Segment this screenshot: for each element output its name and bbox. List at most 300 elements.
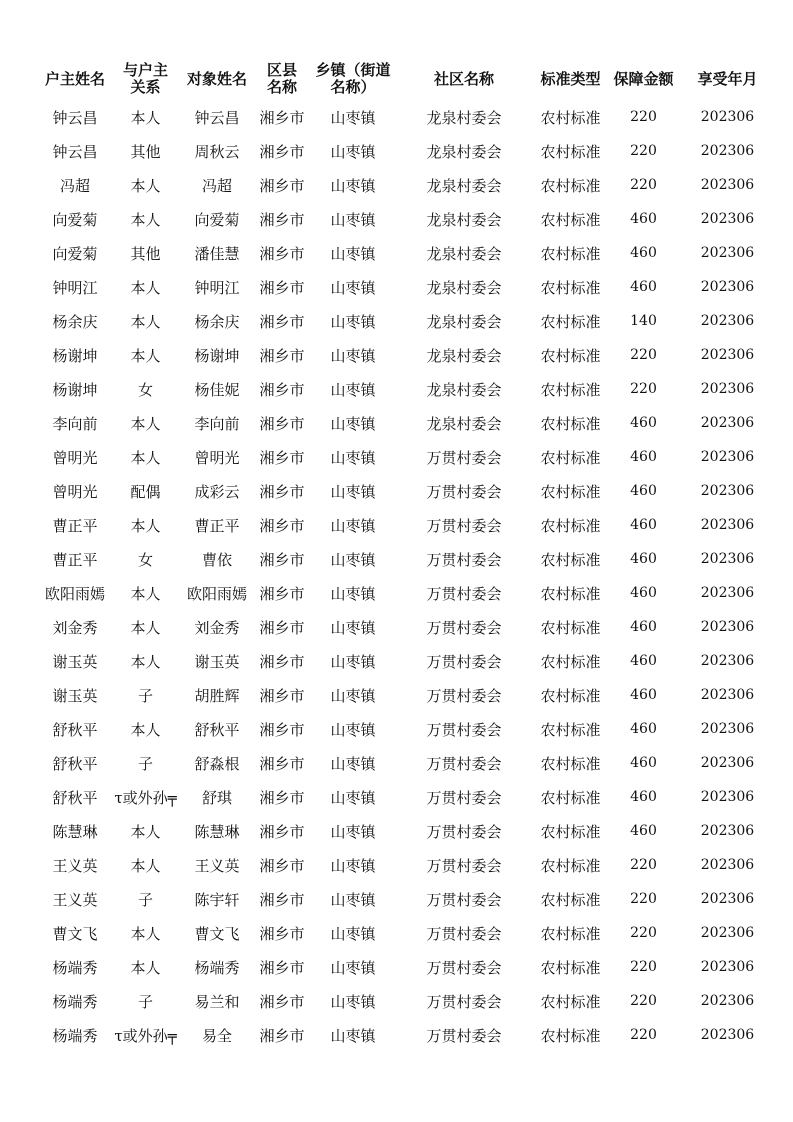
table-row bbox=[40, 236, 776, 270]
cell-county: 湘乡市 bbox=[259, 176, 305, 195]
cell-community: 万贯村委会 bbox=[426, 754, 502, 773]
cell-relation: 本人 bbox=[130, 312, 161, 331]
column-header-line1: 与户主 bbox=[122, 61, 168, 79]
cell-township: 山枣镇 bbox=[330, 312, 376, 331]
cell-target-name: 胡胜辉 bbox=[194, 686, 240, 705]
cell-county: 湘乡市 bbox=[259, 958, 305, 977]
cell-township: 山枣镇 bbox=[330, 822, 376, 841]
cell-relation: 本人 bbox=[130, 210, 161, 229]
cell-township: 山枣镇 bbox=[330, 244, 376, 263]
cell-amount: 460 bbox=[630, 551, 657, 567]
cell-head-name: 杨端秀 bbox=[52, 958, 98, 977]
cell-standard-type: 农村标准 bbox=[540, 788, 601, 807]
cell-county: 湘乡市 bbox=[259, 652, 305, 671]
cell-target-name: 潘佳慧 bbox=[194, 244, 240, 263]
cell-county: 湘乡市 bbox=[259, 618, 305, 637]
table-row bbox=[40, 134, 776, 168]
cell-relation: 本人 bbox=[130, 108, 161, 127]
table-row bbox=[40, 746, 776, 780]
cell-county: 湘乡市 bbox=[259, 992, 305, 1011]
cell-relation: 子 bbox=[137, 754, 153, 773]
cell-township: 山枣镇 bbox=[330, 142, 376, 161]
cell-relation: 本人 bbox=[130, 618, 161, 637]
cell-community: 万贯村委会 bbox=[426, 720, 502, 739]
cell-period: 202306 bbox=[700, 585, 755, 601]
cell-period: 202306 bbox=[700, 789, 755, 805]
table-row bbox=[40, 270, 776, 304]
cell-county: 湘乡市 bbox=[259, 278, 305, 297]
column-header-line1: 乡镇（街道 bbox=[315, 61, 391, 79]
cell-target-name: 陈宇轩 bbox=[194, 890, 240, 909]
cell-community: 龙泉村委会 bbox=[426, 244, 502, 263]
cell-amount: 220 bbox=[630, 993, 657, 1009]
column-header-line1: 保障金额 bbox=[613, 69, 674, 88]
cell-period: 202306 bbox=[700, 109, 755, 125]
cell-relation: 本人 bbox=[130, 278, 161, 297]
cell-head-name: 钟云昌 bbox=[52, 108, 98, 127]
cell-target-name: 谢玉英 bbox=[194, 652, 240, 671]
cell-township: 山枣镇 bbox=[330, 754, 376, 773]
cell-community: 万贯村委会 bbox=[426, 856, 502, 875]
cell-period: 202306 bbox=[700, 551, 755, 567]
cell-relation: 本人 bbox=[130, 958, 161, 977]
cell-standard-type: 农村标准 bbox=[540, 346, 601, 365]
cell-period: 202306 bbox=[700, 823, 755, 839]
cell-county: 湘乡市 bbox=[259, 788, 305, 807]
cell-head-name: 曾明光 bbox=[52, 482, 98, 501]
cell-standard-type: 农村标准 bbox=[540, 856, 601, 875]
cell-amount: 460 bbox=[630, 653, 657, 669]
cell-amount: 220 bbox=[630, 891, 657, 907]
column-header-line1: 区县 bbox=[266, 61, 297, 79]
cell-period: 202306 bbox=[700, 449, 755, 465]
column-header-standard-type bbox=[533, 58, 608, 100]
cell-community: 万贯村委会 bbox=[426, 890, 502, 909]
cell-relation: 子 bbox=[137, 992, 153, 1011]
cell-target-name: 王义英 bbox=[194, 856, 240, 875]
cell-township: 山枣镇 bbox=[330, 924, 376, 943]
cell-community: 万贯村委会 bbox=[426, 448, 502, 467]
cell-target-name: 陈慧琳 bbox=[194, 822, 240, 841]
cell-community: 万贯村委会 bbox=[426, 550, 502, 569]
cell-standard-type: 农村标准 bbox=[540, 448, 601, 467]
cell-period: 202306 bbox=[700, 755, 755, 771]
cell-county: 湘乡市 bbox=[259, 856, 305, 875]
cell-county: 湘乡市 bbox=[259, 482, 305, 501]
cell-township: 山枣镇 bbox=[330, 958, 376, 977]
cell-township: 山枣镇 bbox=[330, 176, 376, 195]
cell-county: 湘乡市 bbox=[259, 516, 305, 535]
cell-standard-type: 农村标准 bbox=[540, 720, 601, 739]
cell-amount: 460 bbox=[630, 449, 657, 465]
cell-amount: 460 bbox=[630, 245, 657, 261]
cell-relation: τ或外孙╤ bbox=[114, 1026, 177, 1045]
cell-community: 万贯村委会 bbox=[426, 516, 502, 535]
cell-amount: 460 bbox=[630, 721, 657, 737]
cell-township: 山枣镇 bbox=[330, 856, 376, 875]
cell-community: 龙泉村委会 bbox=[426, 414, 502, 433]
cell-standard-type: 农村标准 bbox=[540, 686, 601, 705]
cell-relation: 其他 bbox=[130, 244, 161, 263]
table-row bbox=[40, 712, 776, 746]
cell-head-name: 曹正平 bbox=[52, 550, 98, 569]
table-row bbox=[40, 848, 776, 882]
column-header-line2: 名称 bbox=[266, 78, 297, 96]
cell-amount: 460 bbox=[630, 755, 657, 771]
cell-township: 山枣镇 bbox=[330, 652, 376, 671]
cell-target-name: 成彩云 bbox=[194, 482, 240, 501]
cell-township: 山枣镇 bbox=[330, 584, 376, 603]
cell-county: 湘乡市 bbox=[259, 584, 305, 603]
cell-township: 山枣镇 bbox=[330, 788, 376, 807]
column-header-period bbox=[679, 58, 776, 100]
cell-period: 202306 bbox=[700, 857, 755, 873]
cell-target-name: 曹依 bbox=[201, 550, 232, 569]
cell-standard-type: 农村标准 bbox=[540, 618, 601, 637]
cell-period: 202306 bbox=[700, 619, 755, 635]
cell-amount: 460 bbox=[630, 619, 657, 635]
cell-township: 山枣镇 bbox=[330, 618, 376, 637]
table-row bbox=[40, 780, 776, 814]
table-row bbox=[40, 372, 776, 406]
cell-period: 202306 bbox=[700, 279, 755, 295]
cell-head-name: 王义英 bbox=[52, 856, 98, 875]
cell-standard-type: 农村标准 bbox=[540, 380, 601, 399]
column-header-line2: 关系 bbox=[130, 78, 161, 96]
cell-county: 湘乡市 bbox=[259, 890, 305, 909]
cell-target-name: 曹文飞 bbox=[194, 924, 240, 943]
table-row bbox=[40, 338, 776, 372]
cell-standard-type: 农村标准 bbox=[540, 754, 601, 773]
column-header-head-name bbox=[40, 58, 110, 100]
cell-standard-type: 农村标准 bbox=[540, 108, 601, 127]
cell-head-name: 向爱菊 bbox=[52, 244, 98, 263]
cell-county: 湘乡市 bbox=[259, 244, 305, 263]
cell-relation: 本人 bbox=[130, 720, 161, 739]
table-row bbox=[40, 882, 776, 916]
cell-standard-type: 农村标准 bbox=[540, 312, 601, 331]
cell-period: 202306 bbox=[700, 993, 755, 1009]
cell-township: 山枣镇 bbox=[330, 278, 376, 297]
cell-period: 202306 bbox=[700, 177, 755, 193]
cell-township: 山枣镇 bbox=[330, 720, 376, 739]
table-row bbox=[40, 1018, 776, 1052]
cell-amount: 460 bbox=[630, 415, 657, 431]
table-row bbox=[40, 440, 776, 474]
cell-amount: 460 bbox=[630, 687, 657, 703]
table-row bbox=[40, 984, 776, 1018]
cell-relation: 本人 bbox=[130, 924, 161, 943]
cell-standard-type: 农村标准 bbox=[540, 652, 601, 671]
cell-period: 202306 bbox=[700, 721, 755, 737]
cell-amount: 220 bbox=[630, 177, 657, 193]
cell-township: 山枣镇 bbox=[330, 380, 376, 399]
cell-head-name: 曹文飞 bbox=[52, 924, 98, 943]
cell-period: 202306 bbox=[700, 517, 755, 533]
cell-target-name: 向爱菊 bbox=[194, 210, 240, 229]
cell-period: 202306 bbox=[700, 959, 755, 975]
column-header-community bbox=[395, 58, 533, 100]
table-row bbox=[40, 814, 776, 848]
cell-amount: 220 bbox=[630, 959, 657, 975]
cell-head-name: 曹正平 bbox=[52, 516, 98, 535]
cell-period: 202306 bbox=[700, 1027, 755, 1043]
cell-target-name: 舒琪 bbox=[201, 788, 232, 807]
cell-standard-type: 农村标准 bbox=[540, 822, 601, 841]
cell-community: 龙泉村委会 bbox=[426, 312, 502, 331]
cell-amount: 460 bbox=[630, 823, 657, 839]
cell-head-name: 钟云昌 bbox=[52, 142, 98, 161]
cell-standard-type: 农村标准 bbox=[540, 584, 601, 603]
cell-standard-type: 农村标准 bbox=[540, 482, 601, 501]
cell-community: 万贯村委会 bbox=[426, 992, 502, 1011]
cell-amount: 140 bbox=[630, 313, 657, 329]
cell-relation: τ或外孙╤ bbox=[114, 788, 177, 807]
cell-amount: 220 bbox=[630, 925, 657, 941]
cell-community: 龙泉村委会 bbox=[426, 108, 502, 127]
cell-relation: 子 bbox=[137, 890, 153, 909]
cell-target-name: 舒秋平 bbox=[194, 720, 240, 739]
cell-relation: 本人 bbox=[130, 822, 161, 841]
column-header-amount bbox=[608, 58, 679, 100]
cell-township: 山枣镇 bbox=[330, 482, 376, 501]
cell-county: 湘乡市 bbox=[259, 108, 305, 127]
cell-target-name: 曹正平 bbox=[194, 516, 240, 535]
cell-target-name: 钟云昌 bbox=[194, 108, 240, 127]
cell-head-name: 舒秋平 bbox=[52, 720, 98, 739]
cell-standard-type: 农村标准 bbox=[540, 1026, 601, 1045]
cell-amount: 220 bbox=[630, 347, 657, 363]
cell-community: 龙泉村委会 bbox=[426, 380, 502, 399]
cell-period: 202306 bbox=[700, 313, 755, 329]
column-header-line1: 享受年月 bbox=[697, 69, 758, 88]
cell-head-name: 杨端秀 bbox=[52, 1026, 98, 1045]
cell-community: 万贯村委会 bbox=[426, 788, 502, 807]
cell-community: 龙泉村委会 bbox=[426, 176, 502, 195]
cell-county: 湘乡市 bbox=[259, 312, 305, 331]
cell-period: 202306 bbox=[700, 245, 755, 261]
cell-head-name: 杨谢坤 bbox=[52, 380, 98, 399]
cell-period: 202306 bbox=[700, 687, 755, 703]
cell-standard-type: 农村标准 bbox=[540, 992, 601, 1011]
column-header-line1: 对象姓名 bbox=[186, 69, 247, 88]
cell-amount: 460 bbox=[630, 279, 657, 295]
cell-standard-type: 农村标准 bbox=[540, 550, 601, 569]
cell-relation: 本人 bbox=[130, 448, 161, 467]
table-row bbox=[40, 202, 776, 236]
cell-township: 山枣镇 bbox=[330, 516, 376, 535]
cell-standard-type: 农村标准 bbox=[540, 516, 601, 535]
header-row bbox=[40, 58, 776, 100]
cell-period: 202306 bbox=[700, 653, 755, 669]
cell-period: 202306 bbox=[700, 415, 755, 431]
cell-period: 202306 bbox=[700, 483, 755, 499]
cell-standard-type: 农村标准 bbox=[540, 414, 601, 433]
cell-township: 山枣镇 bbox=[330, 414, 376, 433]
cell-amount: 460 bbox=[630, 789, 657, 805]
cell-community: 万贯村委会 bbox=[426, 584, 502, 603]
cell-period: 202306 bbox=[700, 347, 755, 363]
cell-community: 万贯村委会 bbox=[426, 822, 502, 841]
cell-township: 山枣镇 bbox=[330, 1026, 376, 1045]
cell-county: 湘乡市 bbox=[259, 142, 305, 161]
cell-amount: 220 bbox=[630, 1027, 657, 1043]
table-row bbox=[40, 678, 776, 712]
cell-county: 湘乡市 bbox=[259, 346, 305, 365]
cell-target-name: 刘金秀 bbox=[194, 618, 240, 637]
cell-head-name: 杨余庆 bbox=[52, 312, 98, 331]
table-row bbox=[40, 950, 776, 984]
column-header-township bbox=[311, 58, 395, 100]
beneficiary-table bbox=[40, 58, 776, 1052]
table-row bbox=[40, 474, 776, 508]
cell-head-name: 刘金秀 bbox=[52, 618, 98, 637]
cell-period: 202306 bbox=[700, 211, 755, 227]
table-row bbox=[40, 168, 776, 202]
cell-head-name: 谢玉英 bbox=[52, 686, 98, 705]
cell-community: 万贯村委会 bbox=[426, 958, 502, 977]
cell-amount: 460 bbox=[630, 211, 657, 227]
cell-head-name: 谢玉英 bbox=[52, 652, 98, 671]
cell-county: 湘乡市 bbox=[259, 686, 305, 705]
cell-relation: 本人 bbox=[130, 652, 161, 671]
cell-target-name: 钟明江 bbox=[194, 278, 240, 297]
cell-community: 万贯村委会 bbox=[426, 652, 502, 671]
cell-head-name: 欧阳雨嫣 bbox=[44, 584, 105, 603]
cell-community: 万贯村委会 bbox=[426, 618, 502, 637]
cell-relation: 其他 bbox=[130, 142, 161, 161]
cell-township: 山枣镇 bbox=[330, 686, 376, 705]
cell-target-name: 欧阳雨嫣 bbox=[186, 584, 247, 603]
cell-relation: 子 bbox=[137, 686, 153, 705]
cell-amount: 460 bbox=[630, 585, 657, 601]
cell-head-name: 李向前 bbox=[52, 414, 98, 433]
cell-relation: 本人 bbox=[130, 856, 161, 875]
cell-relation: 本人 bbox=[130, 414, 161, 433]
cell-relation: 本人 bbox=[130, 346, 161, 365]
cell-head-name: 杨谢坤 bbox=[52, 346, 98, 365]
column-header-line1: 社区名称 bbox=[433, 69, 494, 88]
cell-standard-type: 农村标准 bbox=[540, 176, 601, 195]
cell-county: 湘乡市 bbox=[259, 720, 305, 739]
cell-target-name: 杨端秀 bbox=[194, 958, 240, 977]
cell-amount: 460 bbox=[630, 483, 657, 499]
table-row bbox=[40, 916, 776, 950]
cell-head-name: 舒秋平 bbox=[52, 754, 98, 773]
cell-head-name: 冯超 bbox=[59, 176, 90, 195]
cell-standard-type: 农村标准 bbox=[540, 244, 601, 263]
cell-community: 龙泉村委会 bbox=[426, 278, 502, 297]
cell-community: 龙泉村委会 bbox=[426, 346, 502, 365]
cell-county: 湘乡市 bbox=[259, 210, 305, 229]
cell-target-name: 杨谢坤 bbox=[194, 346, 240, 365]
cell-relation: 女 bbox=[137, 380, 153, 399]
cell-amount: 220 bbox=[630, 143, 657, 159]
cell-standard-type: 农村标准 bbox=[540, 890, 601, 909]
cell-head-name: 钟明江 bbox=[52, 278, 98, 297]
table-row bbox=[40, 100, 776, 134]
table-row bbox=[40, 508, 776, 542]
cell-period: 202306 bbox=[700, 381, 755, 397]
cell-relation: 本人 bbox=[130, 176, 161, 195]
cell-period: 202306 bbox=[700, 925, 755, 941]
table-row bbox=[40, 304, 776, 338]
cell-community: 万贯村委会 bbox=[426, 482, 502, 501]
cell-township: 山枣镇 bbox=[330, 448, 376, 467]
cell-head-name: 陈慧琳 bbox=[52, 822, 98, 841]
cell-standard-type: 农村标准 bbox=[540, 210, 601, 229]
cell-head-name: 曾明光 bbox=[52, 448, 98, 467]
cell-township: 山枣镇 bbox=[330, 992, 376, 1011]
column-header-target-name bbox=[181, 58, 253, 100]
cell-relation: 本人 bbox=[130, 516, 161, 535]
cell-township: 山枣镇 bbox=[330, 210, 376, 229]
cell-township: 山枣镇 bbox=[330, 550, 376, 569]
cell-relation: 女 bbox=[137, 550, 153, 569]
cell-community: 万贯村委会 bbox=[426, 1026, 502, 1045]
cell-target-name: 舒淼根 bbox=[194, 754, 240, 773]
table-row bbox=[40, 406, 776, 440]
cell-standard-type: 农村标准 bbox=[540, 924, 601, 943]
cell-county: 湘乡市 bbox=[259, 924, 305, 943]
cell-community: 万贯村委会 bbox=[426, 686, 502, 705]
cell-county: 湘乡市 bbox=[259, 448, 305, 467]
table-body bbox=[40, 100, 776, 1052]
cell-target-name: 易兰和 bbox=[194, 992, 240, 1011]
cell-target-name: 周秋云 bbox=[194, 142, 240, 161]
cell-target-name: 曾明光 bbox=[194, 448, 240, 467]
column-header-county bbox=[253, 58, 311, 100]
cell-community: 龙泉村委会 bbox=[426, 210, 502, 229]
cell-relation: 本人 bbox=[130, 584, 161, 603]
cell-county: 湘乡市 bbox=[259, 414, 305, 433]
column-header-line1: 标准类型 bbox=[540, 69, 601, 88]
cell-county: 湘乡市 bbox=[259, 380, 305, 399]
cell-amount: 220 bbox=[630, 381, 657, 397]
cell-amount: 220 bbox=[630, 857, 657, 873]
cell-head-name: 舒秋平 bbox=[52, 788, 98, 807]
cell-target-name: 杨余庆 bbox=[194, 312, 240, 331]
cell-township: 山枣镇 bbox=[330, 890, 376, 909]
cell-county: 湘乡市 bbox=[259, 1026, 305, 1045]
cell-standard-type: 农村标准 bbox=[540, 958, 601, 977]
cell-county: 湘乡市 bbox=[259, 754, 305, 773]
cell-target-name: 李向前 bbox=[194, 414, 240, 433]
cell-county: 湘乡市 bbox=[259, 550, 305, 569]
cell-period: 202306 bbox=[700, 891, 755, 907]
column-header-relation bbox=[110, 58, 181, 100]
table-row bbox=[40, 576, 776, 610]
cell-standard-type: 农村标准 bbox=[540, 278, 601, 297]
cell-township: 山枣镇 bbox=[330, 346, 376, 365]
cell-target-name: 易全 bbox=[201, 1026, 232, 1045]
cell-target-name: 冯超 bbox=[201, 176, 232, 195]
cell-county: 湘乡市 bbox=[259, 822, 305, 841]
table-row bbox=[40, 542, 776, 576]
cell-community: 龙泉村委会 bbox=[426, 142, 502, 161]
column-header-line1: 户主姓名 bbox=[44, 69, 105, 88]
column-header-line2: 名称） bbox=[330, 78, 376, 96]
cell-target-name: 杨佳妮 bbox=[194, 380, 240, 399]
cell-period: 202306 bbox=[700, 143, 755, 159]
cell-relation: 配偶 bbox=[130, 482, 161, 501]
cell-amount: 460 bbox=[630, 517, 657, 533]
cell-community: 万贯村委会 bbox=[426, 924, 502, 943]
cell-township: 山枣镇 bbox=[330, 108, 376, 127]
table-row bbox=[40, 610, 776, 644]
table-row bbox=[40, 644, 776, 678]
cell-head-name: 王义英 bbox=[52, 890, 98, 909]
